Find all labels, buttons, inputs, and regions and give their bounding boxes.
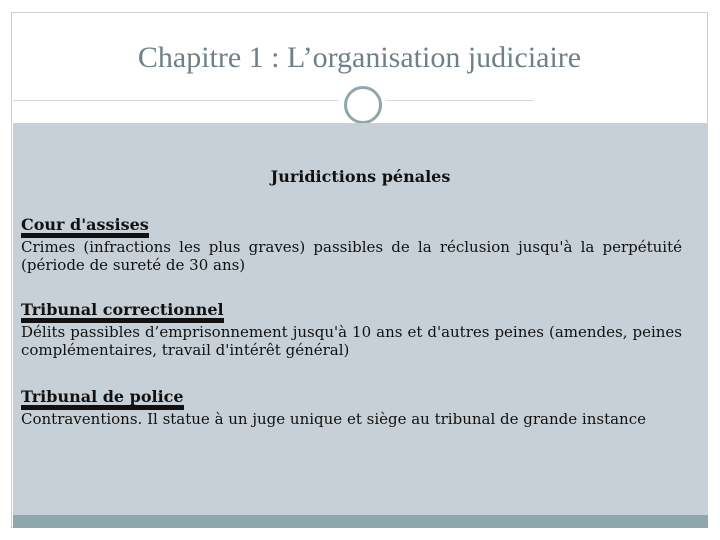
title-divider-left: [13, 100, 340, 101]
section-text: Délits passibles d’emprisonnement jusqu'à 10 ans et d'autres peines (amendes, peines complémentaires, travail d'intérêt général): [21, 323, 682, 359]
section-title: Tribunal correctionnel: [21, 301, 224, 323]
title-divider-right: [384, 100, 534, 101]
section-cour-assises: [21, 215, 682, 274]
content-panel: [13, 123, 708, 515]
slide-title: Chapitre 1 : L’organisation judiciaire: [137, 41, 582, 74]
section-text: Crimes (infractions les plus graves) passibles de la réclusion jusqu'à la perpétuité (période de sureté de 30 ans): [21, 238, 682, 274]
section-title: Tribunal de police: [21, 388, 184, 410]
section-heading: Juridictions pénales: [270, 167, 451, 186]
footer-bar: [13, 515, 708, 528]
section-title: Cour d'assises: [21, 216, 149, 238]
slide: [11, 12, 708, 528]
section-tribunal-correctionnel: [21, 300, 682, 359]
decorative-circle-icon: [338, 80, 386, 128]
section-tribunal-police: [21, 387, 682, 428]
section-text: Contraventions. Il statue à un juge unique et siège au tribunal de grande instance: [21, 410, 646, 428]
circle-ring: [344, 86, 382, 124]
